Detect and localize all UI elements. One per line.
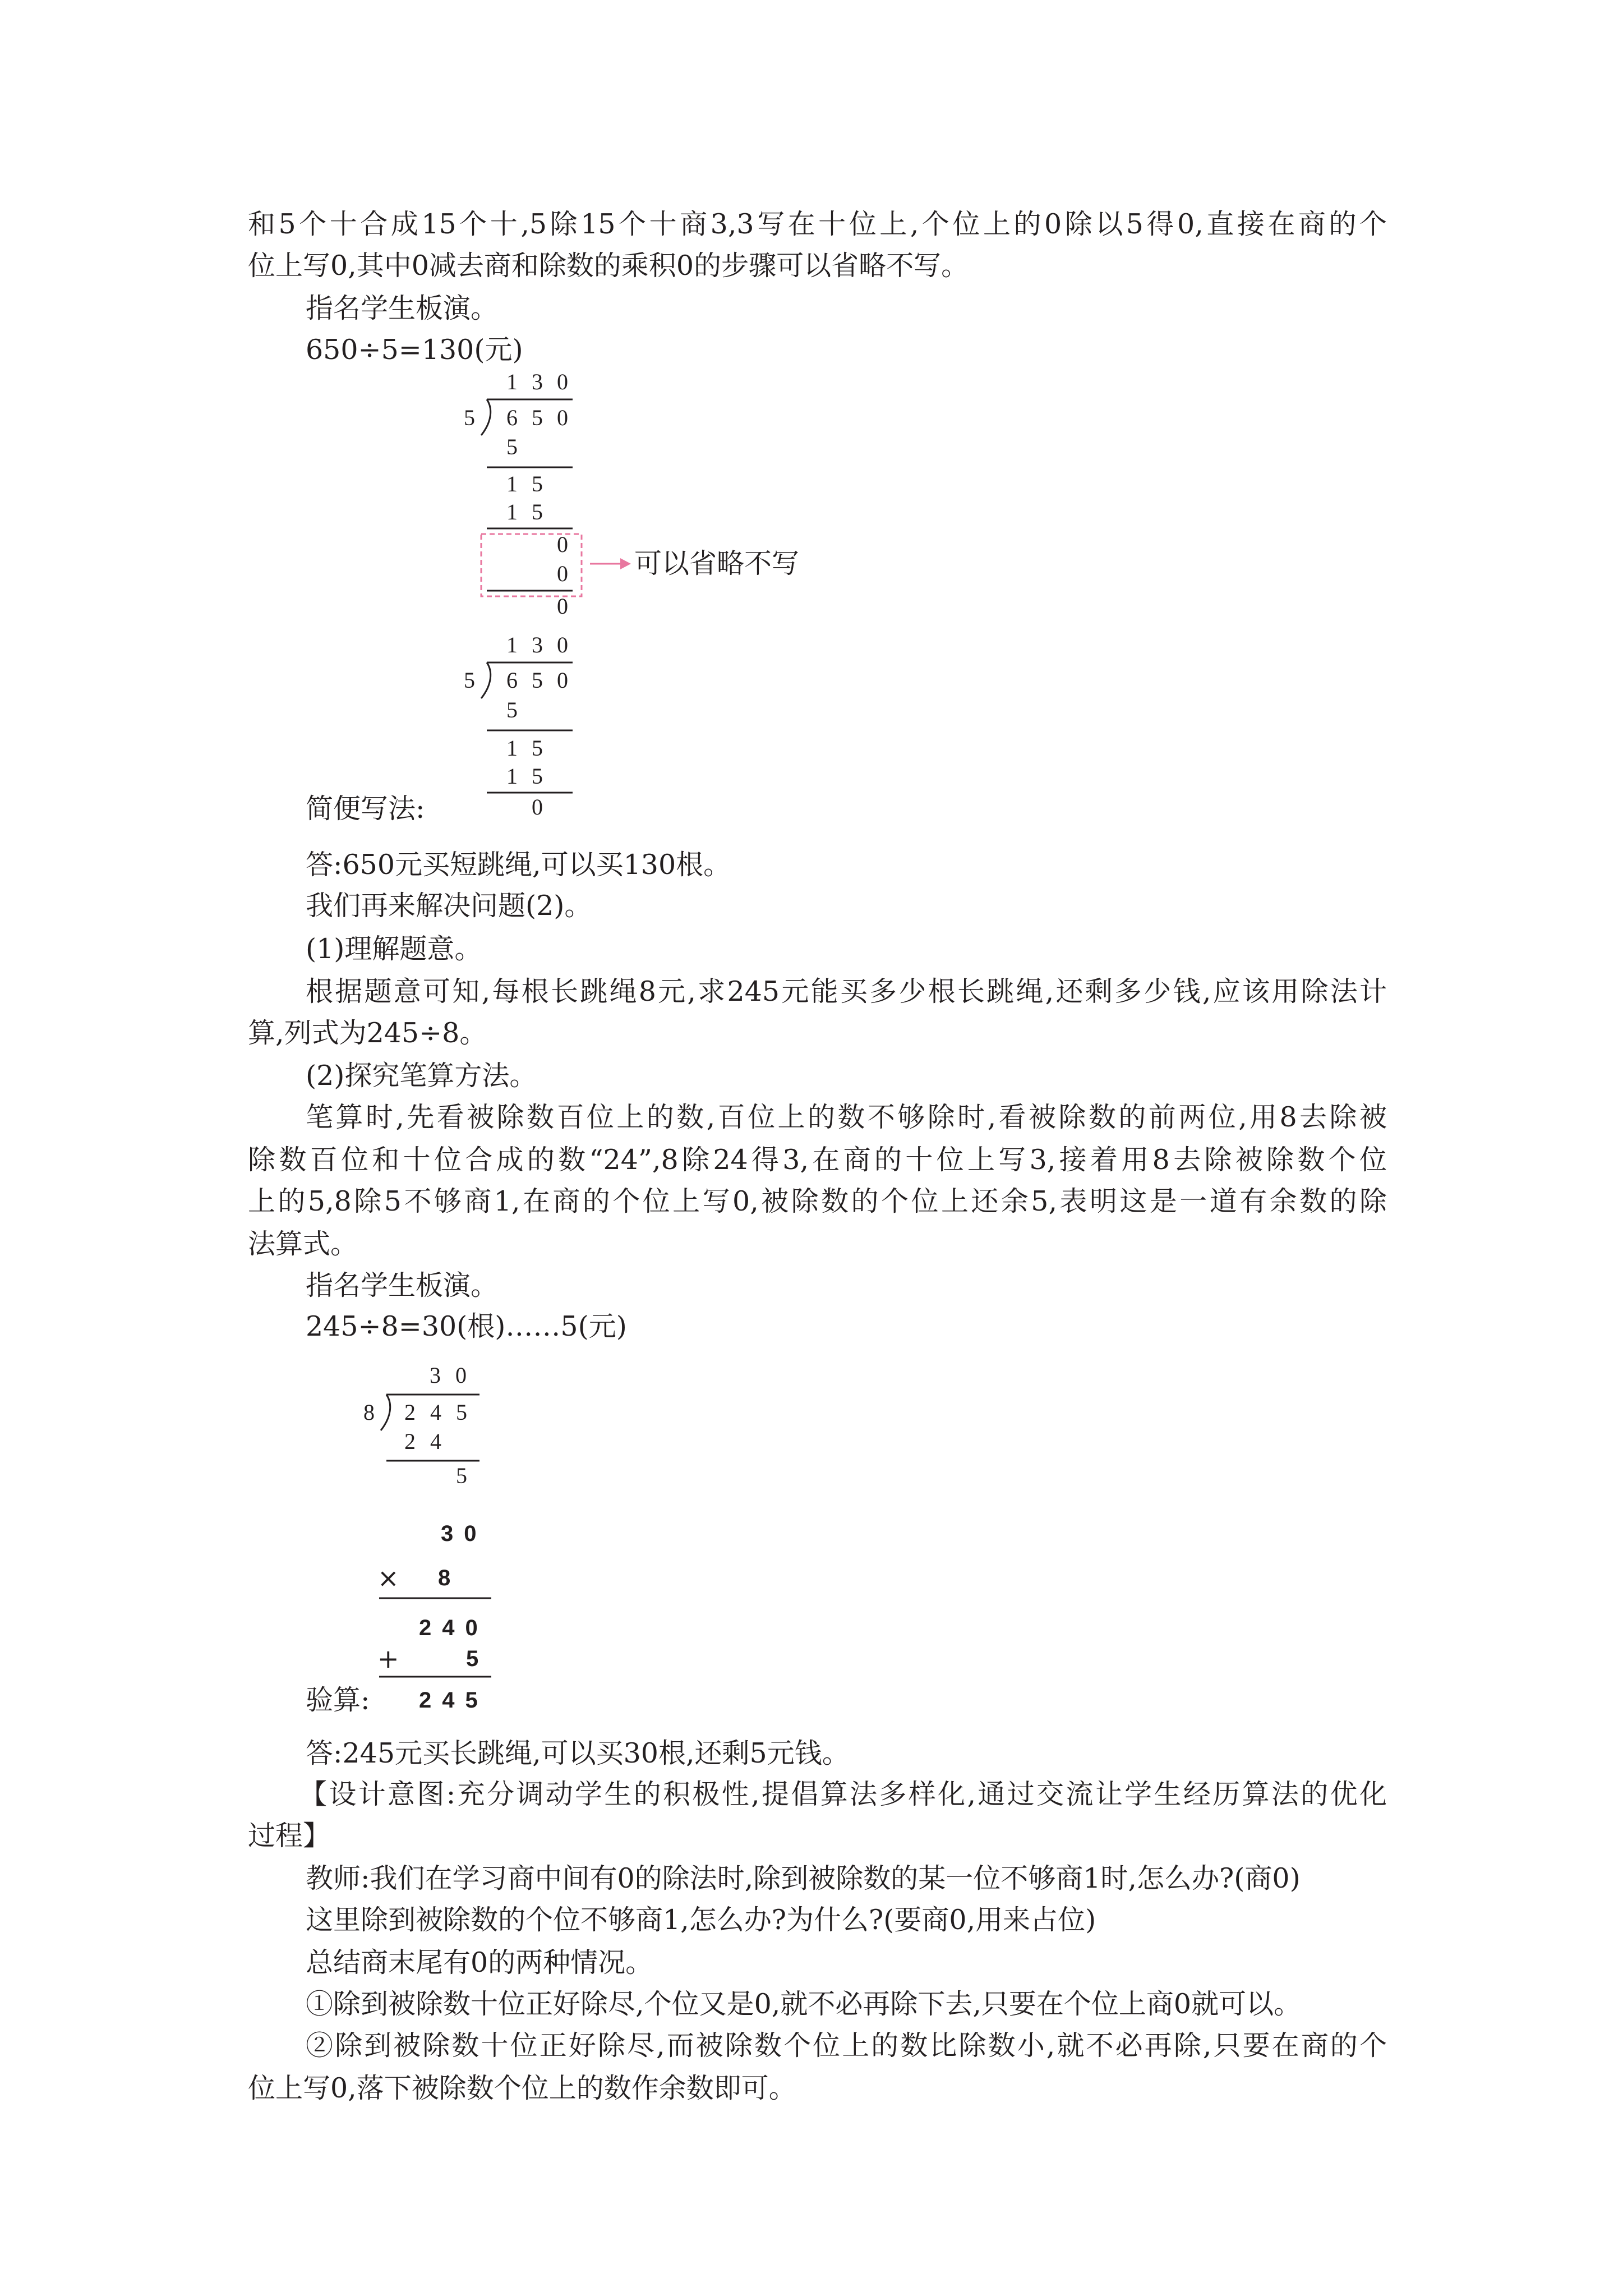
summary-title: 总结商末尾有0的两种情况。 (306, 1947, 653, 1978)
division-2-quotient: 130 (506, 632, 582, 657)
division-3-quotient: 30 (430, 1363, 481, 1388)
division-1-step: 0 (557, 532, 582, 557)
omit-note: 可以省略不写 (634, 547, 800, 579)
division-1-divisor: 5 (464, 405, 489, 430)
division-1-step: 0 (557, 561, 582, 586)
division-2-step: 15 (506, 763, 557, 789)
check-multiplier: 8 (438, 1566, 462, 1590)
step-1-title: (1)理解题意。 (306, 933, 482, 965)
short-form-label: 简便写法: (306, 793, 425, 825)
division-3-divisor: 8 (363, 1400, 389, 1425)
answer-2: 答:245元买长跳绳,可以买30根,还剩5元钱。 (306, 1737, 850, 1769)
division-1-quotient: 130 (506, 369, 582, 394)
step-2-line: 笔算时,先看被除数百位上的数,百位上的数不够除时,看被除数的前两位,用8去除被 (306, 1101, 1387, 1133)
division-1-step: 15 (506, 499, 557, 524)
summary-case-1: ①除到被除数十位正好除尽,个位又是0,就不必再除下去,只要在个位上商0就可以。 (306, 1988, 1302, 2020)
division-1-step: 5 (506, 434, 532, 459)
problem-2-intro: 我们再来解决问题(2)。 (306, 890, 592, 922)
step-1-line: 根据题意可知,每根长跳绳8元,求245元能买多少根长跳绳,还剩多少钱,应该用除法计 (306, 976, 1387, 1007)
division-1-step: 0 (557, 593, 582, 619)
division-2-step: 5 (506, 697, 532, 723)
intro-line-2: 位上写0,其中0减去商和除数的乘积0的步骤可以省略不写。 (248, 250, 969, 282)
board-work-instruction-1: 指名学生板演。 (306, 292, 499, 324)
division-2-dividend: 650 (506, 668, 582, 693)
summary-case-2-line: 位上写0,落下被除数个位上的数作余数即可。 (248, 2072, 796, 2104)
teacher-talk-line: 教师:我们在学习商中间有0的除法时,除到被除数的某一位不够商1时,怎么办?(商0) (306, 1862, 1301, 1894)
check-label: 验算: (306, 1684, 370, 1716)
intro-line-1: 和5个十合成15个十,5除15个十商3,3写在十位上,个位上的0除以5得0,直接在商的个 (248, 208, 1387, 240)
check-remainder: 5 (466, 1646, 490, 1671)
equation-2: 245÷8=30(根)……5(元) (306, 1310, 627, 1342)
teacher-talk-line: 这里除到被除数的个位不够商1,怎么办?为什么?(要商0,用来占位) (306, 1904, 1096, 1936)
step-2-line: 除数百位和十位合成的数“24”,8除24得3,在商的十位上写3,接着用8去除被除数个位 (248, 1144, 1387, 1176)
check-result: 245 (419, 1688, 488, 1713)
division-1-step: 15 (506, 471, 557, 496)
step-2-line: 上的5,8除5不够商1,在商的个位上写0,被除数的个位上还余5,表明这是一道有余数的除 (248, 1185, 1387, 1217)
plus-sign: + (377, 1644, 399, 1674)
design-intent-line: 【设计意图:充分调动学生的积极性,提倡算法多样化,通过交流让学生经历算法的优化 (299, 1778, 1387, 1810)
equation-1: 650÷5=130(元) (306, 334, 523, 366)
answer-1: 答:650元买短跳绳,可以买130根。 (306, 849, 731, 881)
omit-arrow-head (620, 558, 631, 569)
step-2-title: (2)探究笔算方法。 (306, 1060, 537, 1092)
step-1-line: 算,列式为245÷8。 (248, 1017, 487, 1049)
check-product: 240 (419, 1616, 488, 1640)
division-3-step: 5 (456, 1463, 482, 1488)
division-3-dividend: 245 (404, 1400, 482, 1425)
division-2-step: 0 (532, 794, 557, 820)
design-intent-line: 过程】 (248, 1820, 331, 1852)
board-work-instruction-2: 指名学生板演。 (306, 1269, 499, 1301)
division-1-dividend: 650 (506, 405, 582, 430)
division-3-step: 24 (404, 1429, 456, 1454)
division-2-step: 15 (506, 735, 557, 761)
division-2-divisor: 5 (464, 668, 489, 693)
step-2-line: 法算式。 (248, 1228, 358, 1260)
summary-case-2-line: ②除到被除数十位正好除尽,而被除数个位上的数比除数小,就不必再除,只要在商的个 (306, 2030, 1387, 2062)
check-multiplicand: 30 (441, 1521, 487, 1546)
times-sign: × (377, 1563, 399, 1593)
